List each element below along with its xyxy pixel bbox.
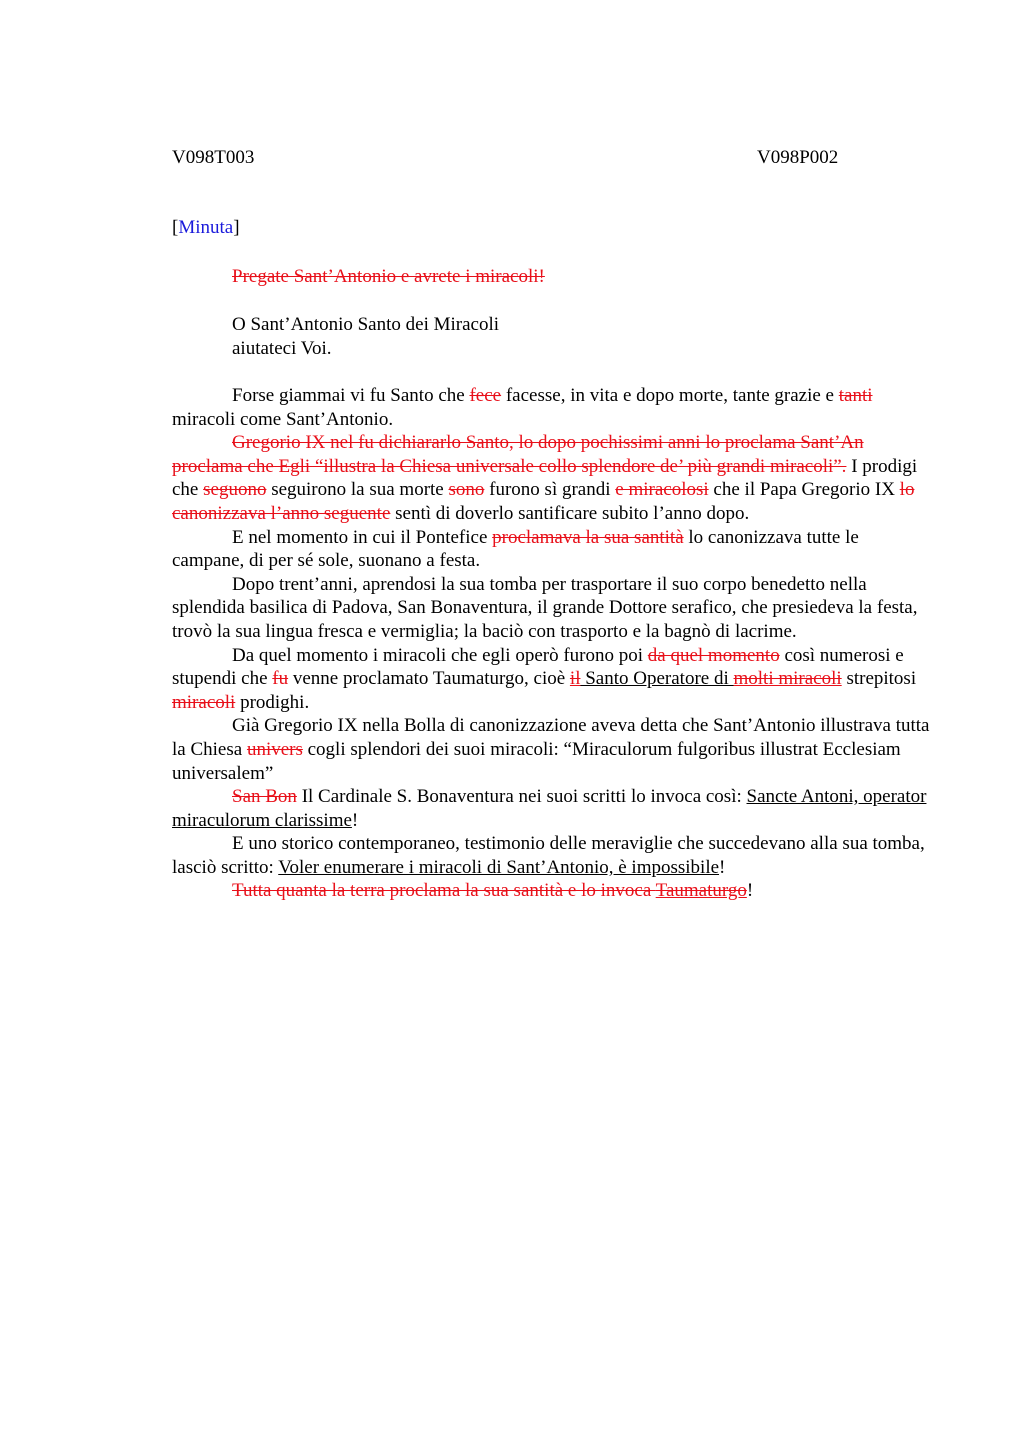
deleted-text: da quel momento	[647, 644, 780, 666]
text-run: seguirono la sua morte	[266, 479, 449, 501]
paragraph-2	[172, 431, 932, 525]
deleted-underlined-text: il	[569, 668, 581, 690]
text-run: cogli splendori dei suoi miracoli: “Miraculorum fulgoribus illustrat Ecclesiam universalem”	[172, 738, 901, 784]
text-run: facesse, in vita e dopo morte, tante grazie e	[501, 385, 839, 406]
deleted-text: seguono	[203, 479, 267, 501]
text-run: così numerosi e stupendi che	[172, 644, 904, 690]
deleted-underlined-text: Taumaturgo	[655, 880, 747, 902]
invocation-line-1: O Sant’Antonio Santo dei Miracoli	[232, 314, 500, 335]
invocation-line-2: aiutateci Voi.	[232, 338, 332, 359]
bracket-close: ]	[233, 217, 240, 238]
invocation	[232, 313, 499, 361]
underlined-text: Santo Operatore di	[580, 668, 734, 690]
underlined-text: Sancte Antoni, operator miraculorum clarissime	[172, 786, 927, 831]
underlined-text: Voler enumerare i miracoli di Sant’Antonio, è impossibile	[278, 856, 720, 878]
text-run: Già Gregorio IX nella Bolla di canonizzazione aveva detta che Sant’Antonio illustrava tutta la Chiesa	[172, 715, 930, 760]
text-run: !	[746, 880, 754, 902]
deleted-text: e miracolosi	[615, 479, 709, 501]
deleted-text: sono	[448, 479, 485, 501]
deleted-text: univers	[246, 738, 303, 760]
deleted-text: fece	[469, 385, 502, 406]
paragraph-7	[172, 785, 932, 832]
text-run: sentì di doverlo santificare subito l’anno dopo.	[390, 502, 750, 524]
document-code-right: V098P002	[757, 147, 839, 168]
text-run: E nel momento in cui il Pontefice	[232, 526, 493, 548]
text-run: Da quel momento i miracoli che egli operò furono poi	[232, 644, 648, 666]
paragraph-5	[172, 644, 932, 715]
deleted-text: San Bon	[232, 786, 297, 808]
text-run: miracoli come Sant’Antonio.	[172, 408, 394, 430]
text-run: !	[719, 856, 726, 878]
deleted-text: lo canonizzava l’anno seguente	[172, 479, 915, 524]
paragraph-9	[172, 879, 932, 903]
document-code-left: V098T003	[172, 147, 255, 168]
text-run: strepitosi	[841, 668, 917, 690]
bracket-open: [	[172, 217, 179, 238]
deleted-text: proclamava la sua santità	[492, 526, 684, 548]
text-run: furono sì grandi	[484, 479, 616, 501]
deleted-title: Pregate Sant’Antonio e avrete i miracoli!	[232, 266, 545, 287]
text-run: che il Papa Gregorio IX	[708, 479, 900, 501]
deleted-text: fu	[272, 668, 289, 690]
deleted-text: tanti	[838, 385, 873, 406]
paragraph-1	[172, 384, 932, 431]
deleted-text: Gregorio IX nel fu dichiararlo Santo, lo dopo pochissimi anni lo proclama Sant’An proclama che Egli “illustra la Chiesa universale collo splendore de’ più grandi miracoli”.	[172, 432, 864, 477]
text-run: I prodigi che	[172, 455, 918, 501]
deleted-text: Tutta quanta la terra proclama la sua santità e lo invoca	[232, 880, 656, 902]
text-run: !	[351, 809, 359, 831]
deleted-text: miracoli	[172, 691, 236, 713]
text-run: prodighi.	[235, 691, 310, 713]
paragraph-4: Dopo trent’anni, aprendosi la sua tomba per trasportare il suo corpo benedetto nella splendida basilica di Padova, San Bonaventura, il grande Dottore serafico, che presiedeva la festa, trovò la sua lingua fresca e vermiglia; la baciò con trasporto e la bagnò di lacrime.	[172, 573, 918, 642]
text-run: lo canonizzava tutte le campane, di per sé sole, suonano a festa.	[172, 526, 859, 572]
deleted-underlined-text: molti miracoli	[733, 668, 842, 690]
paragraph-8	[172, 832, 932, 879]
minuta-label	[172, 217, 240, 239]
text-run: venne proclamato Taumaturgo, cioè	[288, 668, 570, 690]
body-text	[172, 384, 932, 903]
paragraph-3	[172, 526, 932, 573]
minuta-text: Minuta	[178, 217, 234, 238]
text-run: E uno storico contemporaneo, testimonio delle meraviglie che succedevano alla sua tomba, lasciò scritto:	[172, 833, 925, 878]
paragraph-6	[172, 714, 932, 785]
text-run: Il Cardinale S. Bonaventura nei suoi scritti lo invoca così:	[296, 786, 747, 808]
text-run: Forse giammai vi fu Santo che	[232, 385, 470, 406]
